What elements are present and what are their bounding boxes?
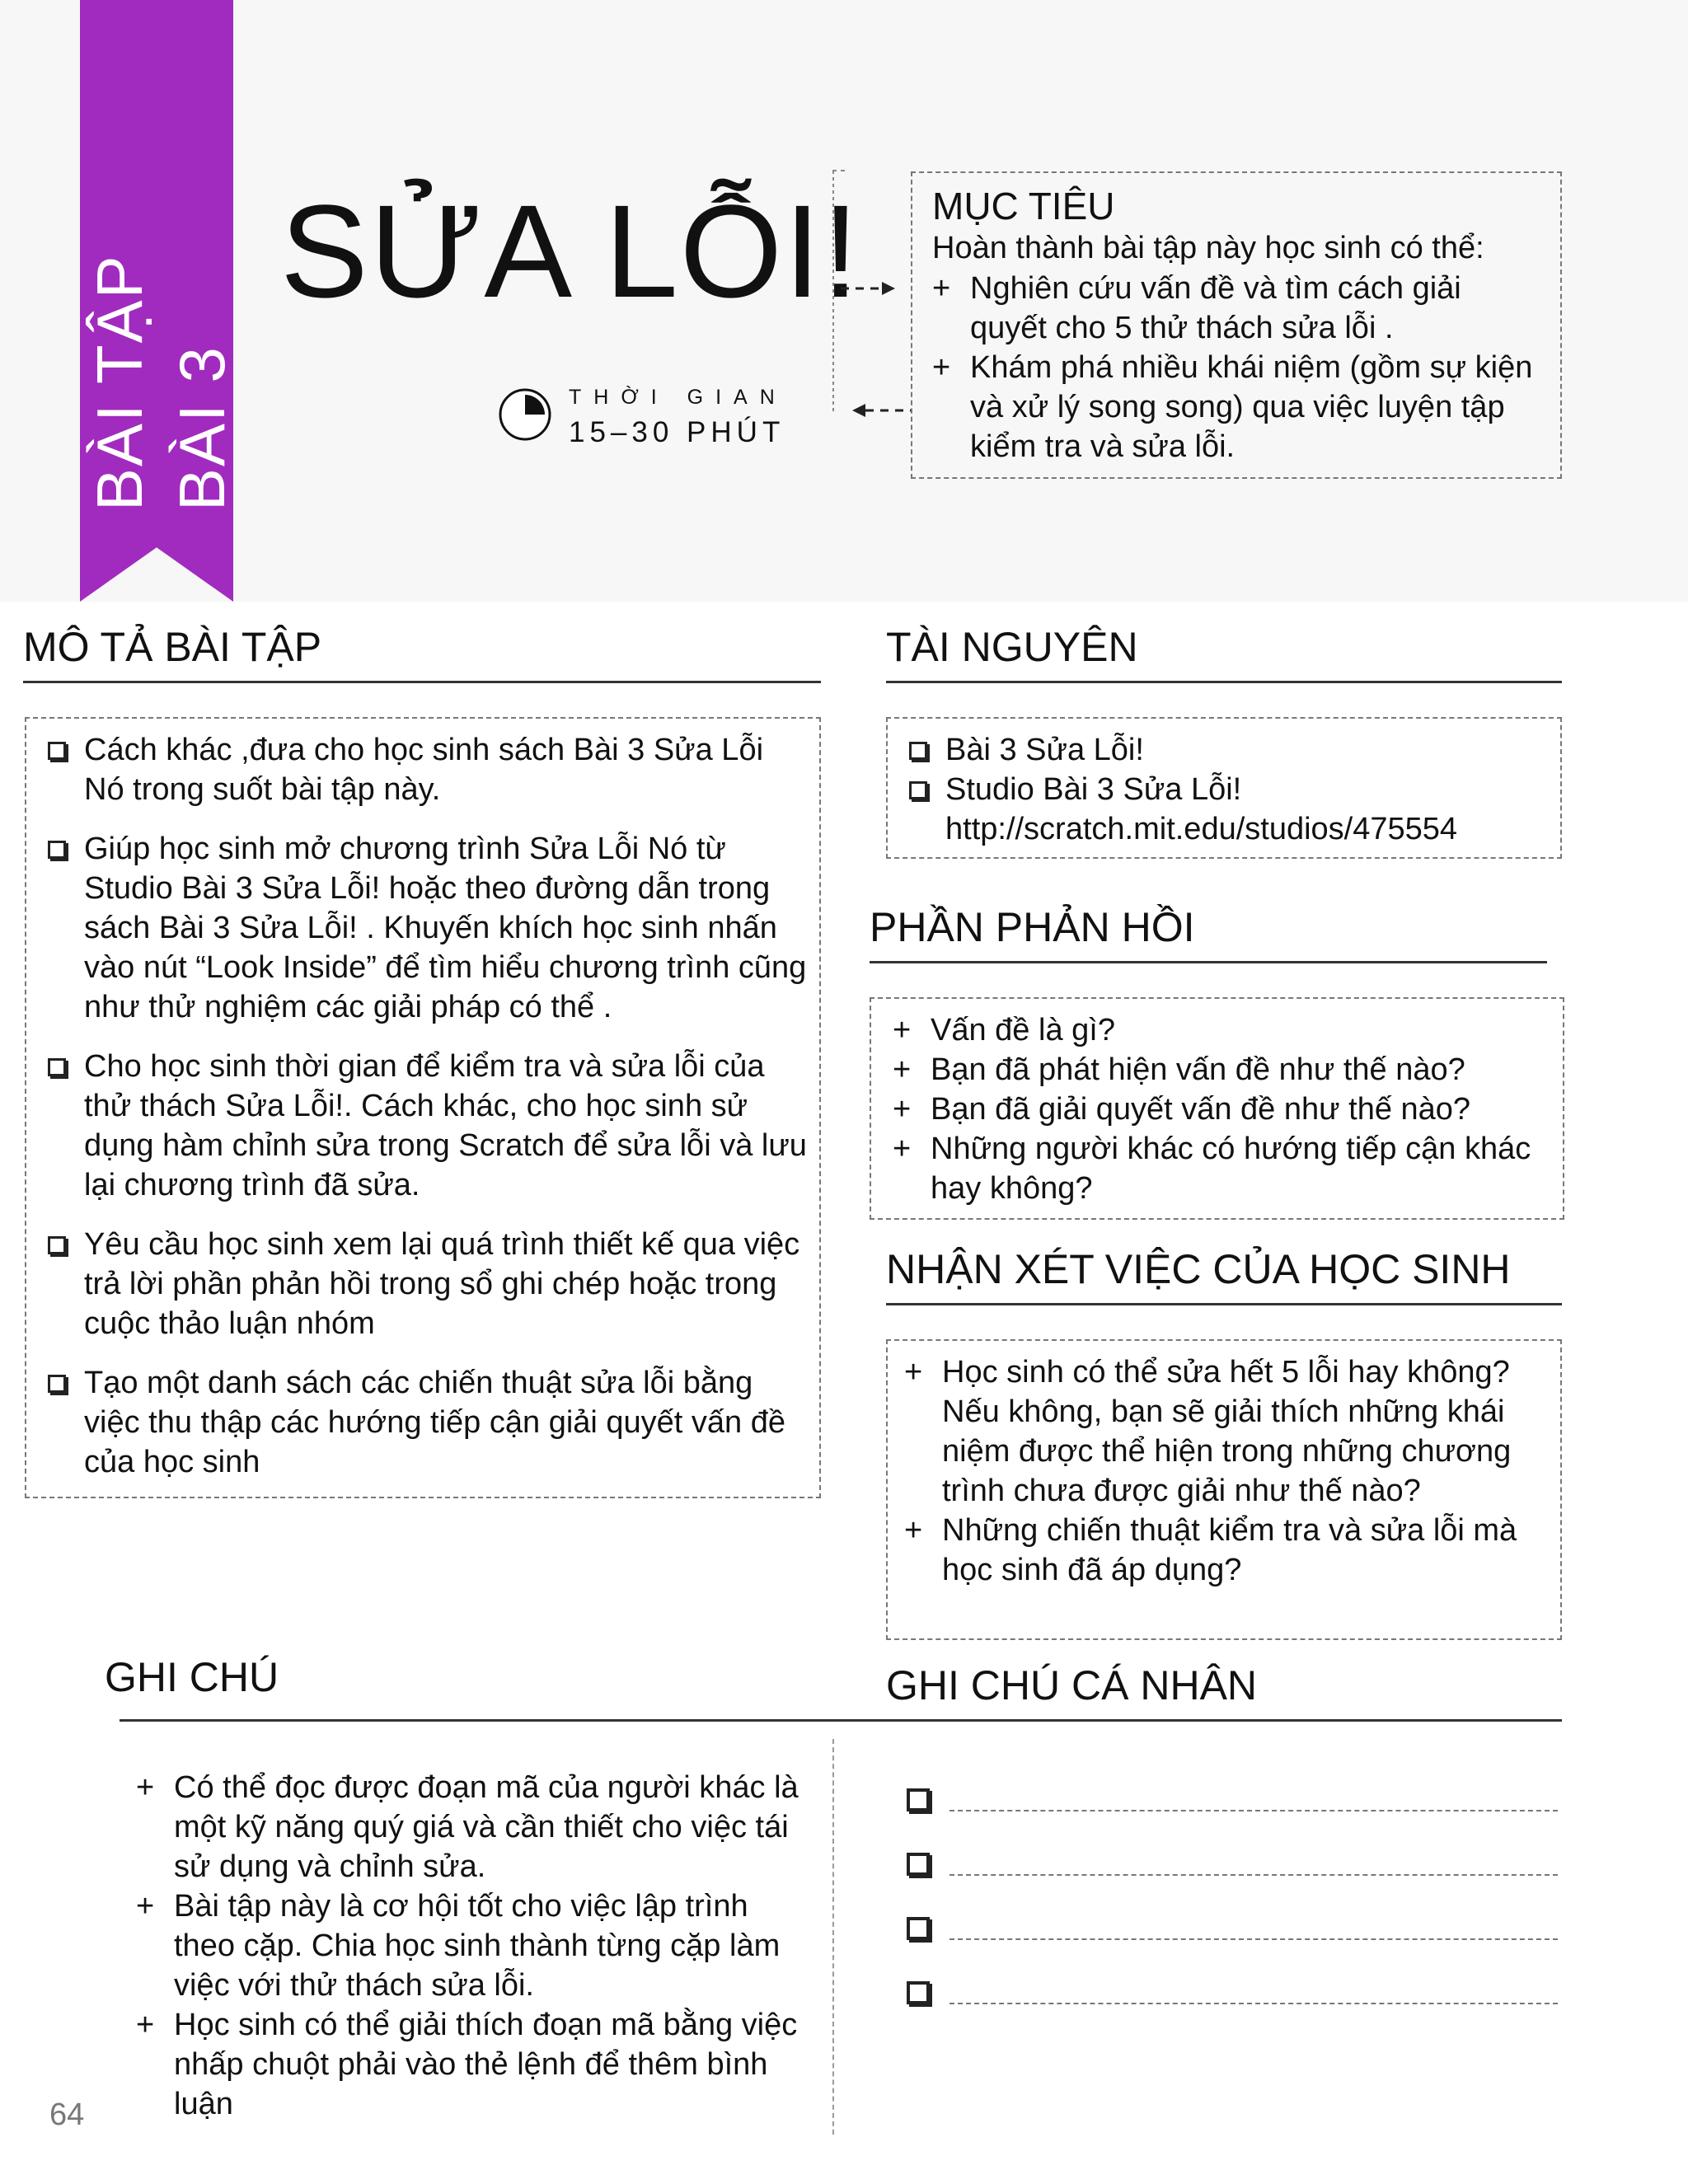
description-heading: MÔ TẢ BÀI TẬP xyxy=(23,624,322,670)
personal-notes-heading: GHI CHÚ CÁ NHÂN xyxy=(886,1662,1258,1708)
resources-box xyxy=(886,717,1562,859)
list-item: + Bài tập này là cơ hội tốt cho việc lập trình theo cặp. Chia học sinh thành từng cặp làm việc với thử thách sửa lỗi. xyxy=(136,1886,812,2005)
lesson-banner-text xyxy=(66,254,247,511)
personal-notes-lines xyxy=(907,1772,1558,2029)
list-item: Yêu cầu học sinh xem lại quá trình thiết kế qua việc trả lời phần phản hồi trong sổ ghi chép hoặc trong cuộc thảo luận nhóm xyxy=(48,1225,808,1343)
resources-heading: TÀI NGUYÊN xyxy=(886,624,1138,670)
checkbox[interactable] xyxy=(907,1981,930,2004)
banner-line-2: BÀI TẬP xyxy=(83,254,156,511)
write-line[interactable] xyxy=(950,1810,1558,1811)
list-item: + Có thể đọc được đoạn mã của người khác là một kỹ năng quý giá và cần thiết cho việc tái sử dụng và chỉnh sửa. xyxy=(136,1768,812,1886)
write-line[interactable] xyxy=(950,1874,1558,1876)
objectives-intro: Hoàn thành bài tập này học sinh có thể: xyxy=(932,231,1484,265)
notes-heading: GHI CHÚ xyxy=(105,1654,279,1700)
divider xyxy=(23,681,821,683)
resources-list xyxy=(909,730,1549,849)
clock-icon xyxy=(498,387,552,442)
page-title: SỬA LỖI! xyxy=(280,177,861,325)
list-item: + Nghiên cứu vấn đề và tìm cách giải quyết cho 5 thử thách sửa lỗi . xyxy=(932,269,1540,348)
note-line[interactable] xyxy=(907,1900,1558,1965)
connector-arrows xyxy=(832,169,915,424)
resource-studio-link[interactable]: Studio Bài 3 Sửa Lỗi! http://scratch.mit.edu/studios/475554 xyxy=(909,770,1549,849)
note-line[interactable] xyxy=(907,1965,1558,2029)
checkbox[interactable] xyxy=(907,1917,930,1940)
evaluation-heading: NHẬN XÉT VIỆC CỦA HỌC SINH xyxy=(886,1246,1511,1292)
note-line[interactable] xyxy=(907,1836,1558,1900)
write-line[interactable] xyxy=(950,1938,1558,1940)
list-item: Giúp học sinh mở chương trình Sửa Lỗi Nó từ Studio Bài 3 Sửa Lỗi! hoặc theo đường dẫn trong sách Bài 3 Sửa Lỗi! . Khuyến khích học sinh nhấn vào nút “Look Inside” để tìm hiểu chương trình cũng như thử nghiệm các giải pháp có thể . xyxy=(48,829,808,1027)
list-item: Cách khác ,đưa cho học sinh sách Bài 3 Sửa Lỗi Nó trong suốt bài tập này. xyxy=(48,730,808,809)
divider xyxy=(886,1303,1562,1305)
list-item: + Vấn đề là gì? xyxy=(893,1010,1551,1050)
reflection-heading: PHẦN PHẢN HỒI xyxy=(870,904,1195,950)
divider xyxy=(870,961,1547,963)
column-divider xyxy=(832,1739,834,2135)
notes-list xyxy=(136,1768,812,2124)
checkbox[interactable] xyxy=(907,1788,930,1811)
evaluation-box xyxy=(886,1339,1562,1640)
list-item: + Học sinh có thể giải thích đoạn mã bằng việc nhấp chuột phải vào thẻ lệnh để thêm bình luận xyxy=(136,2005,812,2124)
list-item: + Khám phá nhiều khái niệm (gồm sự kiện và xử lý song song) qua việc luyện tập kiểm tra và sửa lỗi. xyxy=(932,348,1540,466)
divider xyxy=(120,1719,1562,1722)
reflection-box xyxy=(870,997,1564,1220)
list-item: Tạo một danh sách các chiến thuật sửa lỗi bằng việc thu thập các hướng tiếp cận giải quyết vấn đề của học sinh xyxy=(48,1363,808,1482)
note-line[interactable] xyxy=(907,1772,1558,1836)
list-item: + Học sinh có thể sửa hết 5 lỗi hay không? Nếu không, bạn sẽ giải thích những khái niệm được thể hiện trong những chương trình chưa được giải như thế nào? xyxy=(904,1352,1549,1511)
objectives-box xyxy=(911,171,1562,479)
objectives-heading: MỤC TIÊU xyxy=(932,185,1115,227)
reflection-list xyxy=(893,1010,1551,1208)
checkbox[interactable] xyxy=(907,1853,930,1876)
write-line[interactable] xyxy=(950,2003,1558,2004)
divider xyxy=(886,681,1562,683)
objectives-list xyxy=(932,269,1540,466)
list-item: + Những người khác có hướng tiếp cận khác hay không? xyxy=(893,1129,1551,1208)
list-item: + Bạn đã phát hiện vấn đề như thế nào? xyxy=(893,1050,1551,1090)
time-value: 15–30 PHÚT xyxy=(569,416,785,448)
description-list xyxy=(48,730,808,1482)
banner-line-1: BÀI 3 xyxy=(166,345,238,511)
list-item: Cho học sinh thời gian để kiểm tra và sửa lỗi của thử thách Sửa Lỗi!. Cách khác, cho học sinh sử dụng hàm chỉnh sửa trong Scratch để sửa lỗi và lưu lại chương trình đã sửa. xyxy=(48,1047,808,1205)
description-box xyxy=(25,717,821,1498)
list-item: + Bạn đã giải quyết vấn đề như thế nào? xyxy=(893,1090,1551,1129)
list-item: Bài 3 Sửa Lỗi! xyxy=(909,730,1549,770)
time-label: THỜI GIAN xyxy=(569,386,787,409)
page-number: 64 xyxy=(49,2097,85,2132)
evaluation-list xyxy=(904,1352,1549,1590)
list-item: + Những chiến thuật kiểm tra và sửa lỗi mà học sinh đã áp dụng? xyxy=(904,1511,1549,1590)
